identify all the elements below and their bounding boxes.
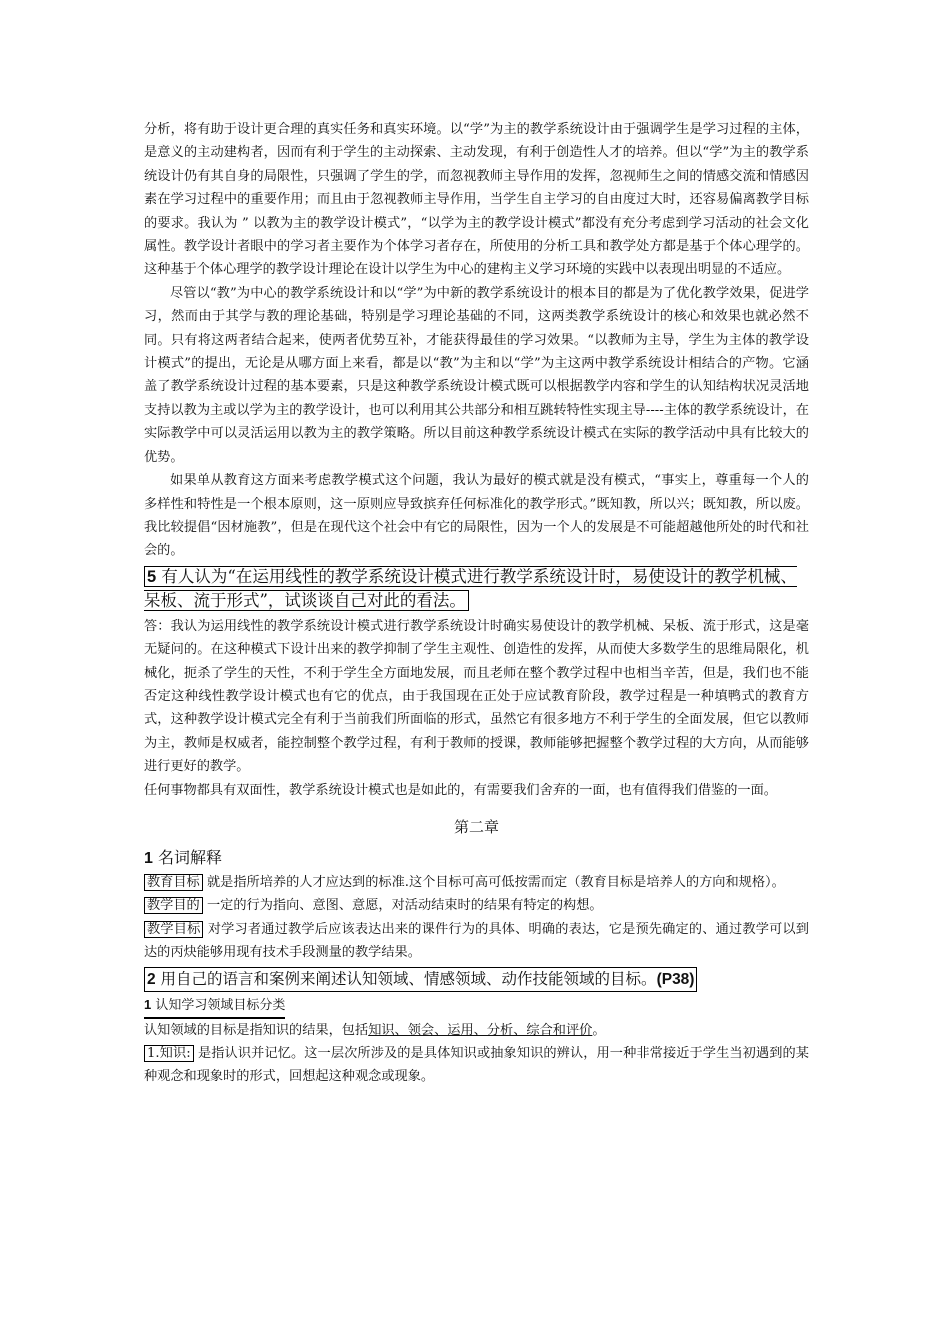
cognitive-levels-list: 知识、领会、运用、分析、综合和评价 (368, 1022, 593, 1038)
question-2-page-ref: (P38) (656, 970, 695, 988)
knowledge-label: 1.知识 (147, 1046, 187, 1061)
term-label: 教学目的 (144, 897, 203, 914)
subsection-text: 认知学习领域目标分类 (151, 997, 286, 1013)
answer-5: 答：我认为运用线性的教学系统设计模式进行教学系统设计时确实易使设计的教学机械、呆板、流于形式，这是毫无疑问的。在这种模式下设计出来的教学抑制了学生主观性、创造性的发挥，从而使大多数学生的思维局限化，机械化，扼杀了学生的天性，不利于学生全方面地发展，而且老师在整个教学过程中也相当辛苦，但是，我们也不能否定这种线性教学设计模式也有它的优点，由于我国现在正处于应试教育阶段，教学过程是一种填鸭式的教育方式，这种教学设计模式完全有利于当前我们所面临的形式，虽然它有很多地方不利于学生的全面发展，但它以教师为主，教师是权威者，能控制整个教学过程，有利于教师的授课，教师能够把握整个教学过程的大方向，从而能够进行更好的教学。 (144, 618, 809, 775)
knowledge-term (144, 1045, 194, 1062)
question-2 (144, 967, 697, 992)
term-label: 教育目标 (144, 874, 203, 891)
question-5-box (144, 566, 797, 611)
question-5 (144, 565, 809, 613)
paragraph-2: 尽管以“教”为中心的教学系统设计和以“学”为中新的教学系统设计的根本目的都是为了优化教学效果，促进学习，然而由于其学与教的理论基础，特别是学习理论基础的不同，这两类教学系统设计的核心和效果也就必然不同。只有将这两者结合起来，使两者优势互补，才能获得最佳的学习效果。“以教师为主导，学生为主体的教学设计模式”的提出，无论是从哪方面上来看，都是以“教”为主和以“学”为主这两中教学系统设计相结合的产物。它涵盖了教学系统设计过程的基本要素，只是这种教学系统设计模式既可以根据教学内容和学生的认知结构状况灵活地支持以教为主或以学为主的教学设计，也可以利用其公共部分和相互跳转特性实现主导----主体的教学系统设计，在实际教学中可以灵活运用以教为主的教学策略。所以目前这种教学系统设计模式在实际的教学活动中具有比较大的优势。 (144, 285, 809, 465)
knowledge-level (144, 1042, 809, 1089)
term-teaching-objective (144, 918, 809, 965)
document-page (144, 118, 809, 1089)
term-teaching-purpose (144, 894, 809, 917)
term-definition: 就是指所培养的人才应达到的标准.这个目标可高可低按需而定（教育目标是培养人的方向和规格）。 (202, 874, 785, 890)
answer-5-conclusion: 任何事物都具有双面性，教学系统设计模式也是如此的，有需要我们舍弃的一面，也有值得我们借鉴的一面。 (144, 782, 777, 798)
question-5-number: 5 (147, 567, 157, 586)
cognitive-prefix: 认知领域的目标是指知识的结果，包括 (144, 1022, 369, 1038)
term-definition: 一定的行为指向、意图、意愿，对活动结束时的结果有特定的构想。 (202, 898, 603, 914)
subsection-1 (144, 994, 809, 1019)
chapter-title: 第二章 (453, 817, 499, 836)
paragraph-3: 如果单从教育这方面来考虑教学模式这个问题，我认为最好的模式就是没有模式，“事实上，尊重每一个人的多样性和特性是一个根本原则，这一原则应导致摈弃任何标准化的教学形式。”既知教，所以兴；既知教，所以废。我比较提倡“因材施教”，但是在现代这个社会中有它的局限性，因为一个人的发展是不可能超越他所处的时代和社会的。 (144, 473, 809, 559)
paragraph-1: 分析，将有助于设计更合理的真实任务和真实环境。以“学”为主的教学系统设计由于强调学生是学习过程的主体，是意义的主动建构者，因而有利于学生的主动探索、主动发现，有利于创造性人才的培养。但以“学”为主的教学系统设计仍有其自身的局限性，只强调了学生的学，而忽视教师主导作用的发挥，忽视师生之间的情感交流和情感因素在学习过程中的重要作用；而且由于忽视教师主导作用，当学生自主学习的自由度过大时，还容易偏离教学目标的要求。我认为 ” 以教为主的教学设计模式”，“以学为主的教学设计模式”都没有充分考虑到学习活动的社会文化属性。教学设计者眼中的学习者主要作为个体学习者存在，所使用的分析工具和教学处方都是基于个体心理学的。这种基于个体心理学的教学设计理论在设计以学生为中心的建构主义学习环境的实践中以表现出明显的不适应。 (144, 122, 809, 278)
section-number: 1 (144, 849, 153, 867)
question-5-text: 有人认为“在运用线性的教学系统设计模式进行教学系统设计时，易使设计的教学机械、呆板、流于形式”，试谈谈自己对此的看法。 (144, 566, 797, 610)
knowledge-colon: : (186, 1046, 191, 1061)
term-education-goal (144, 871, 809, 894)
section-heading-1 (144, 846, 809, 871)
cognitive-suffix: 。 (592, 1022, 606, 1038)
question-2-number: 2 (147, 970, 156, 988)
question-2-text: 用自己的语言和案例来阐述认知领域、情感领域、动作技能领域的目标。 (155, 969, 657, 988)
term-definition: 对学习者通过教学后应该表达出来的课件行为的具体、明确的表达，它是预先确定的、通过教学可以到达的丙炔能够用现有技术手段测量的教学结果。 (144, 921, 809, 961)
knowledge-definition: 是指认识并记忆。这一层次所涉及的是具体知识或抽象知识的辨认，用一种非常接近于学生当初遇到的某种观念和现象时的形式，回想起这种观念或现象。 (144, 1046, 809, 1085)
subsection-title (144, 994, 285, 1019)
cognitive-domain-intro (144, 1019, 809, 1042)
subsection-number: 1 (144, 996, 152, 1012)
section-title: 名词解释 (152, 847, 222, 867)
term-label: 教学目标 (144, 921, 203, 938)
